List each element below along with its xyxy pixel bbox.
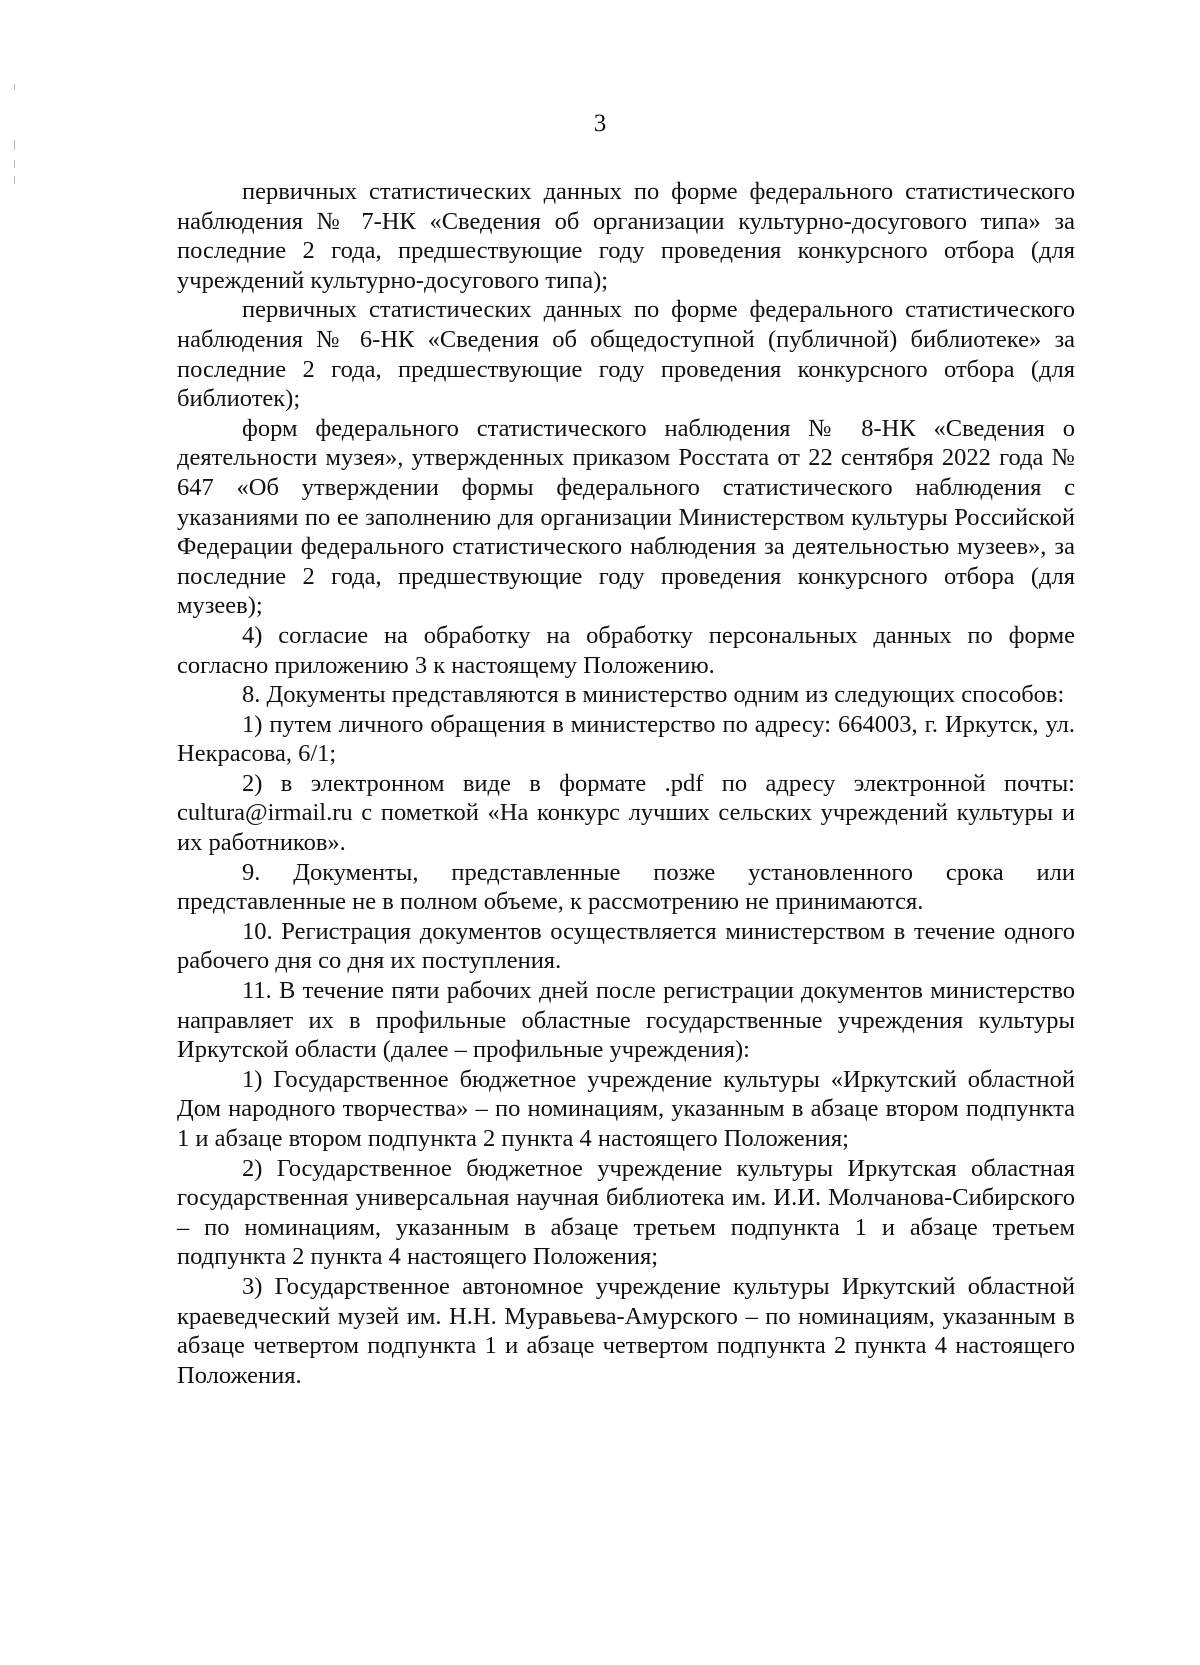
paragraph: 1) путем личного обращения в министерство по адресу: 664003, г. Иркутск, ул. Некрасова, 6/1; bbox=[177, 710, 1075, 768]
paragraph: первичных статистических данных по форме федерального статистического наблюдения № 7-НК «Сведения об организации культурно-досугового типа» за последние 2 года, предшествующие году проведения конкурсного отбора (для учреждений культурно-досугового типа); bbox=[177, 178, 1075, 294]
paragraph: 11. В течение пяти рабочих дней после регистрации документов министерство направляет их в профильные областные государственные учреждения культуры Иркутской области (далее – профильные учреждения): bbox=[177, 977, 1075, 1064]
paragraph: 10. Регистрация документов осуществляется министерством в течение одного рабочего дня со дня их поступления. bbox=[177, 917, 1075, 975]
paragraph: 8. Документы представляются в министерство одним из следующих способов: bbox=[242, 681, 1065, 709]
paragraph: форм федерального статистического наблюдения № 8-НК «Сведения о деятельности музея», утвержденных приказом Росстата от 22 сентября 2022 года № 647 «Об утверждении формы федерального статистического наблюдения с указаниями по ее заполнению для организации Министерством культуры Российской Федерации федерального статистического наблюдения за деятельностью музеев», за последние 2 года, предшествующие году проведения конкурсного отбора (для музеев); bbox=[177, 414, 1075, 620]
document-body bbox=[177, 177, 1075, 1390]
scan-artifact bbox=[14, 84, 15, 90]
paragraph: 4) согласие на обработку на обработку персональных данных по форме согласно приложению 3 к настоящему Положению. bbox=[177, 621, 1075, 679]
scan-artifact bbox=[14, 176, 15, 184]
page-number: 3 bbox=[593, 110, 607, 137]
paragraph: 2) Государственное бюджетное учреждение культуры Иркутская областная государственная универсальная научная библиотека им. И.И. Молчанова-Сибирского – по номинациям, указанным в абзаце третьем подпункта 1 и абзаце третьем подпункта 2 пункта 4 настоящего Положения; bbox=[177, 1154, 1075, 1271]
scan-artifact bbox=[14, 140, 15, 150]
paragraph: первичных статистических данных по форме федерального статистического наблюдения № 6-НК «Сведения об общедоступной (публичной) библиотеке» за последние 2 года, предшествующие году проведения конкурсного отбора (для библиотек); bbox=[177, 296, 1075, 413]
paragraph: 1) Государственное бюджетное учреждение культуры «Иркутский областной Дом народного творчества» – по номинациям, указанным в абзаце втором подпункта 1 и абзаце втором подпункта 2 пункта 4 настоящего Положения; bbox=[177, 1065, 1075, 1152]
paragraph: 3) Государственное автономное учреждение культуры Иркутский областной краеведческий музей им. Н.Н. Муравьева-Амурского – по номинациям, указанным в абзаце четвертом подпункта 1 и абзаце четвертом подпункта 2 пункта 4 настоящего Положения. bbox=[177, 1272, 1075, 1389]
paragraph: 2) в электронном виде в формате .pdf по адресу электронной почты: cultura@irmail.ru с пометкой «На конкурс лучших сельских учреждений культуры и их работников». bbox=[177, 769, 1075, 857]
paragraph: 9. Документы, представленные позже установленного срока или представленные не в полном объеме, к рассмотрению не принимаются. bbox=[177, 858, 1075, 916]
scan-artifact bbox=[14, 160, 15, 168]
